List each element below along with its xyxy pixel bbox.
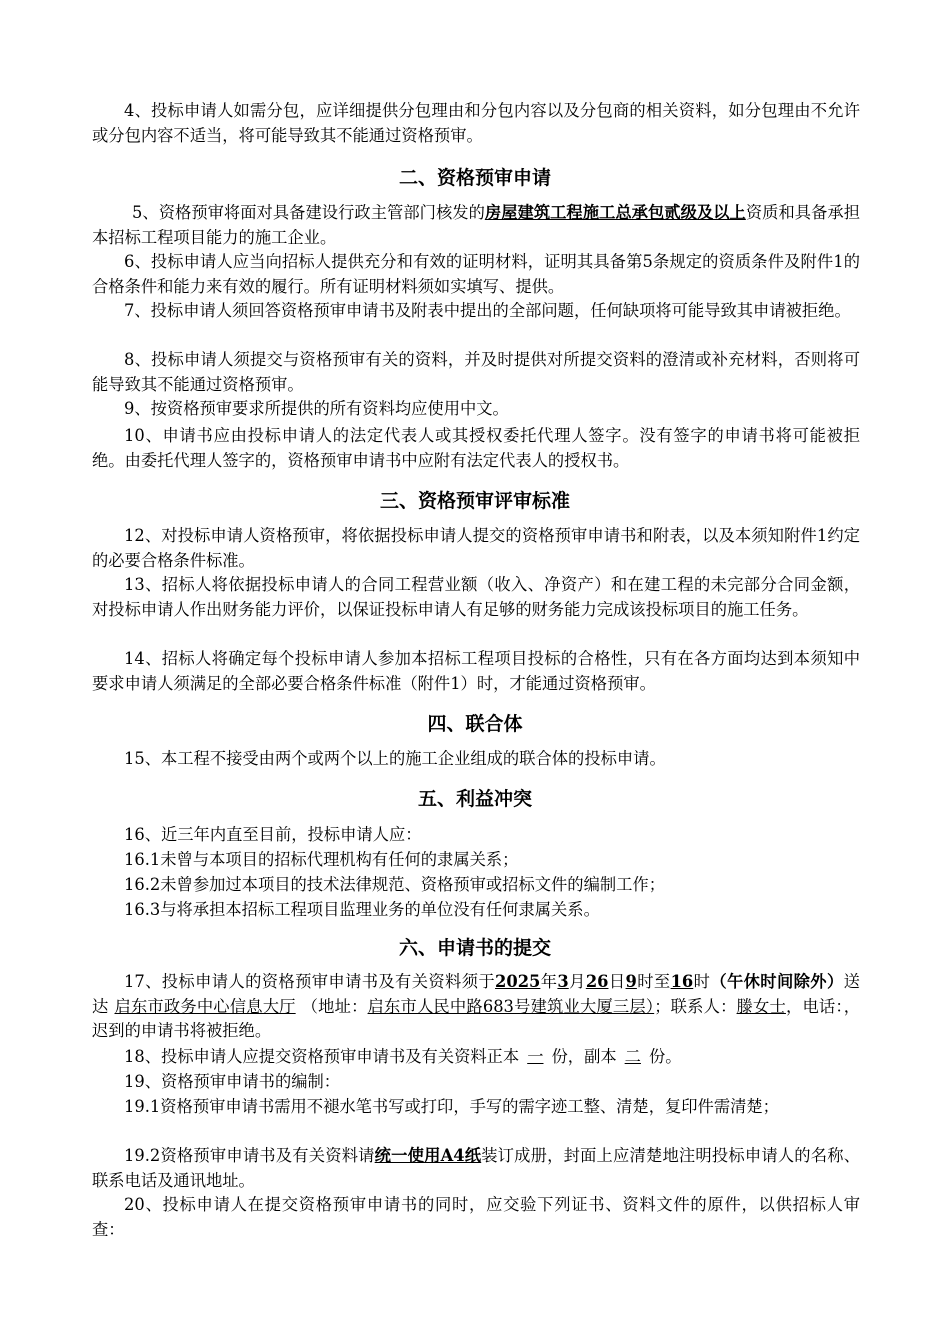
paragraph-16-1: 16.1未曾与本项目的招标代理机构有任何的隶属关系； [124, 850, 519, 869]
paragraph-16-3: 16.3与将承担本招标工程项目监理业务的单位没有任何隶属关系。 [124, 900, 600, 919]
paragraph-7: 7、投标申请人须回答资格预审申请书及附表中提出的全部问题，任何缺项将可能导致其申请被拒绝。 [124, 301, 851, 320]
section-title-5: 五、利益冲突 [417, 788, 532, 810]
lunch-break-note: （午休时间除外） [710, 972, 844, 991]
section-title-2: 二、资格预审申请 [398, 167, 551, 189]
paragraph-12: 12、对投标申请人资格预审，将依据投标申请人提交的资格预审申请书和附表，以及本须知附件1约定的必要合格条件标准。 [92, 526, 860, 570]
paragraph-6: 6、投标申请人应当向招标人提供充分和有效的证明材料，证明其具备第5条规定的资质条件及附件1的合格条件和能力来有效的履行。所有证明材料须如实填写、提供。 [92, 252, 860, 296]
submission-hour-end: 16 [670, 972, 694, 991]
qualification-requirement: 房屋建筑工程施工总承包贰级及以上 [484, 203, 746, 222]
p17-text-1: 17、投标申请人的资格预审申请书及有关资料须于 [124, 972, 496, 991]
paragraph-4: 4、投标申请人如需分包，应详细提供分包理由和分包内容以及分包商的相关资料，如分包理由不允许或分包内容不适当，将可能导致其不能通过资格预审。 [92, 101, 860, 145]
p17-text-7: 送达 [92, 972, 860, 1016]
paragraph-18 [92, 1045, 860, 1070]
submission-hour-start: 9 [625, 972, 637, 991]
section-title-6: 六、申请书的提交 [398, 937, 551, 959]
a4-paper-requirement: 统一使用A4纸 [374, 1146, 482, 1165]
submission-day: 26 [585, 972, 609, 991]
p17-text-5: 时至 [636, 972, 671, 991]
paragraph-13: 13、招标人将依据投标申请人的合同工程营业额（收入、净资产）和在建工程的未完部分合同金额，对投标申请人作出财务能力评价，以保证投标申请人有足够的财务能力完成该投标项目的施工任务。 [92, 575, 860, 619]
p18-text-2: 份，副本 [551, 1047, 617, 1066]
paragraph-5 [92, 201, 860, 250]
p19-2-text-2: 装订成册，封面上应清楚地注明投标申请人的名称、联系电话及通讯地址。 [92, 1146, 860, 1190]
p17-text-4: 日 [608, 972, 626, 991]
submission-place: 启东市政务中心信息大厅 [114, 996, 296, 1016]
copy-count: 二 [624, 1047, 641, 1066]
p17-text-3: 月 [568, 972, 586, 991]
paragraph-19: 19、资格预审申请书的编制： [124, 1072, 341, 1091]
p17-text-2: 年 [540, 972, 558, 991]
paragraph-14: 14、招标人将确定每个投标申请人参加本招标工程项目投标的合格性，只有在各方面均达到本须知中要求申请人须满足的全部必要合格条件标准（附件1）时，才能通过资格预审。 [92, 649, 860, 693]
p17-text-10: ，电话：，迟到的申请书将被拒绝。 [92, 996, 860, 1040]
paragraph-16: 16、近三年内直至目前，投标申请人应： [124, 825, 422, 844]
paragraph-5-prefix: 5、资格预审将面对具备建设行政主管部门核发的 [132, 203, 485, 222]
paragraph-16-2: 16.2未曾参加过本项目的技术法律规范、资格预审或招标文件的编制工作； [124, 875, 665, 894]
paragraph-5-suffix: 资质和具备承担本招标工程项目能力的施工企业。 [92, 203, 860, 247]
p17-text-6: 时 [693, 972, 711, 991]
p17-text-9: ；联系人： [654, 996, 737, 1016]
paragraph-19-1: 19.1资格预审申请书需用不褪水笔书写或打印，手写的需字迹工整、清楚，复印件需清楚； [124, 1097, 779, 1116]
contact-person: 滕女士 [736, 996, 786, 1016]
submission-address: 启东市人民中路683号建筑业大厦三层） [367, 996, 655, 1016]
p18-text-1: 18、投标申请人应提交资格预审申请书及有关资料正本 [124, 1047, 520, 1066]
paragraph-9: 9、按资格预审要求所提供的所有资料均应使用中文。 [124, 399, 509, 418]
p17-text-8: （地址： [301, 996, 368, 1016]
section-title-3: 三、资格预审评审标准 [379, 490, 570, 512]
submission-month: 3 [557, 972, 569, 991]
paragraph-10: 10、申请书应由投标申请人的法定代表人或其授权委托代理人签字。没有签字的申请书将可能被拒绝。由委托代理人签字的，资格预审申请书中应附有法定代表人的授权书。 [92, 426, 860, 470]
submission-year: 2025 [495, 972, 541, 991]
paragraph-17 [92, 970, 860, 1044]
original-count: 一 [527, 1047, 544, 1066]
paragraph-20: 20、投标申请人在提交资格预审申请书的同时，应交验下列证书、资料文件的原件，以供招标人审查： [92, 1195, 860, 1239]
paragraph-8: 8、投标申请人须提交与资格预审有关的资料，并及时提供对所提交资料的澄清或补充材料，否则将可能导致其不能通过资格预审。 [92, 350, 860, 394]
paragraph-19-2 [92, 1144, 860, 1193]
p18-text-3: 份。 [648, 1047, 682, 1066]
paragraph-15: 15、本工程不接受由两个或两个以上的施工企业组成的联合体的投标申请。 [124, 749, 666, 768]
p19-2-text-1: 19.2资格预审申请书及有关资料请 [124, 1146, 375, 1165]
section-title-4: 四、联合体 [427, 713, 523, 735]
